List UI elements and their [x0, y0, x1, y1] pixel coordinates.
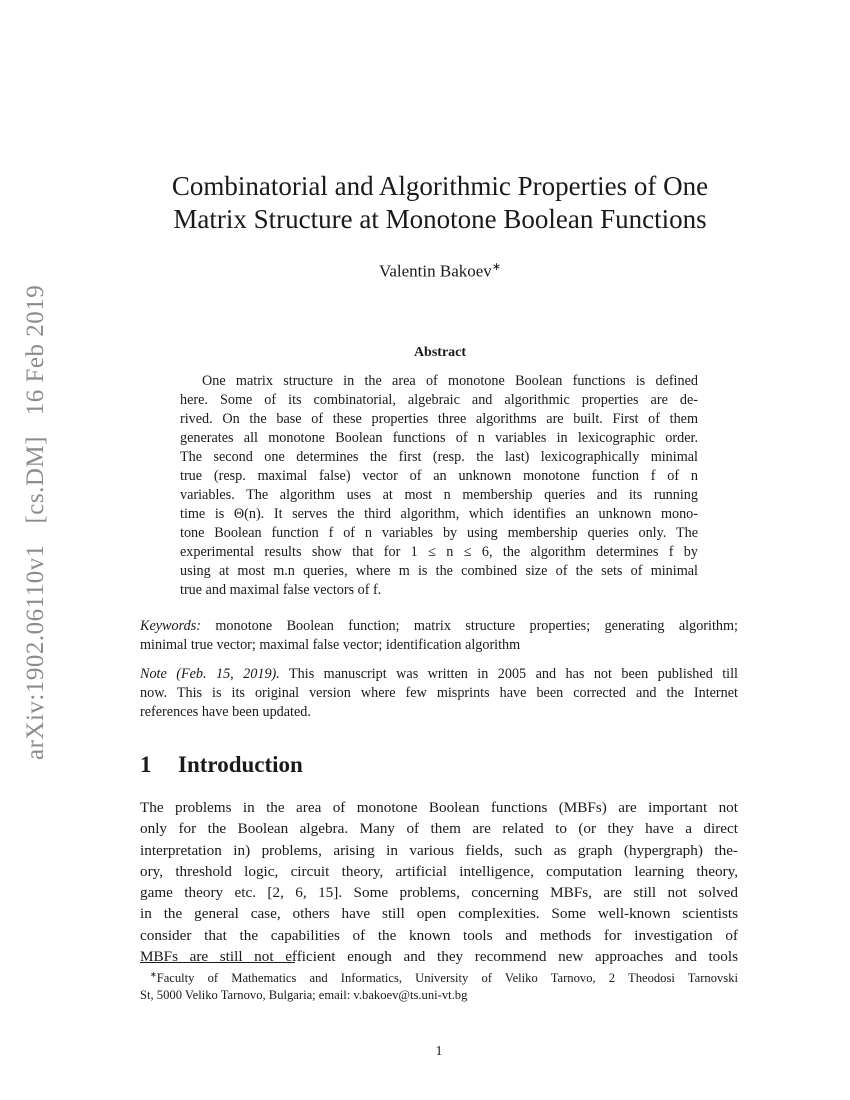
section-heading — [140, 752, 303, 778]
keywords — [140, 617, 738, 655]
arxiv-date: 16 Feb 2019 — [22, 284, 49, 416]
footnote-divider — [140, 962, 295, 963]
abstract-line: true (resp. maximal false) vector of an unknown monotone function f of n — [180, 468, 698, 484]
footnote-mark: ∗ — [150, 970, 157, 979]
publication-note — [140, 665, 738, 722]
body-line: only for the Boolean algebra. Many of them are related to (or they have a direct — [140, 820, 738, 838]
abstract-line: rived. On the base of these properties three algorithms are built. First of them — [180, 411, 698, 427]
section-title: Introduction — [178, 752, 303, 777]
author-name: Valentin Bakoev — [378, 261, 492, 281]
abstract-line: One matrix structure in the area of monotone Boolean functions is defined — [202, 373, 698, 389]
keywords-line — [140, 617, 738, 636]
body-line: MBFs are still not efficient enough and they recommend new approaches and tools — [140, 948, 738, 966]
page-number: 1 — [435, 1044, 443, 1059]
abstract-line: experimental results show that for 1 ≤ n ≤ 6, the algorithm determines f by — [180, 544, 698, 560]
paper-title-line: Matrix Structure at Monotone Boolean Functions — [173, 204, 707, 234]
paper-title — [120, 170, 760, 236]
introduction-body — [140, 797, 738, 967]
footnote-line: St, 5000 Veliko Tarnovo, Bulgaria; email: v.bakoev@ts.uni-vt.bg — [140, 988, 468, 1003]
note-label: Note (Feb. 15, 2019). — [140, 666, 280, 682]
footnote-text: Faculty of Mathematics and Informatics, University of Veliko Tarnovo, 2 Theodosi Tarnovski — [156, 971, 738, 986]
arxiv-id: arXiv:1902.06110v1 — [22, 544, 49, 760]
abstract-line: The second one determines the first (resp. the last) lexicographically minimal — [180, 449, 698, 465]
abstract-line: generates all monotone Boolean functions of n variables in lexicographic order. — [180, 430, 698, 446]
keywords-line: minimal true vector; maximal false vector; identification algorithm — [140, 637, 521, 653]
body-line: in the general case, others have still open complexities. Some well-known scientists — [140, 905, 738, 923]
section-number: 1 — [140, 752, 152, 777]
abstract-heading: Abstract — [413, 345, 467, 360]
note-line: now. This is its original version where few misprints have been corrected and the Internet — [140, 685, 738, 701]
author-footnote-mark: ∗ — [491, 261, 502, 273]
footnote-line — [140, 966, 738, 987]
abstract-body — [180, 372, 698, 600]
keywords-text: monotone Boolean function; matrix structure properties; generating algorithm; — [215, 618, 738, 634]
note-line: references have been updated. — [140, 704, 311, 720]
abstract-line: here. Some of its combinatorial, algebraic and algorithmic properties are de- — [180, 392, 698, 408]
author-line — [140, 260, 740, 282]
abstract-line: true and maximal false vectors of f. — [180, 582, 382, 598]
body-line: The problems in the area of monotone Boolean functions (MBFs) are important not — [140, 799, 738, 816]
arxiv-identifier-stamp — [22, 240, 50, 760]
body-line: consider that the capabilities of the known tools and methods for investigation of — [140, 926, 738, 944]
body-line: game theory etc. [2, 6, 15]. Some problems, concerning MBFs, are still not solved — [140, 884, 738, 902]
body-line: ory, threshold logic, circuit theory, artificial intelligence, computation learning theory, — [140, 862, 738, 880]
abstract-line: tone Boolean function f of n variables by using membership queries only. The — [180, 525, 698, 541]
note-text: This manuscript was written in 2005 and has not been published till — [289, 666, 738, 682]
abstract-line: using at most m.n queries, where m is the combined size of the sets of minimal — [180, 563, 698, 579]
footnote — [140, 966, 738, 1004]
arxiv-category: [cs.DM] — [22, 436, 49, 524]
abstract-line: time is Θ(n). It serves the third algorithm, which identifies an unknown mono- — [180, 506, 698, 522]
abstract-line: variables. The algorithm uses at most n membership queries and its running — [180, 487, 698, 503]
paper-title-line: Combinatorial and Algorithmic Properties of One — [171, 171, 709, 201]
note-line — [140, 665, 738, 684]
body-line: interpretation in) problems, arising in various fields, such as graph (hypergraph) the- — [140, 841, 738, 859]
keywords-label: Keywords: — [140, 618, 201, 634]
